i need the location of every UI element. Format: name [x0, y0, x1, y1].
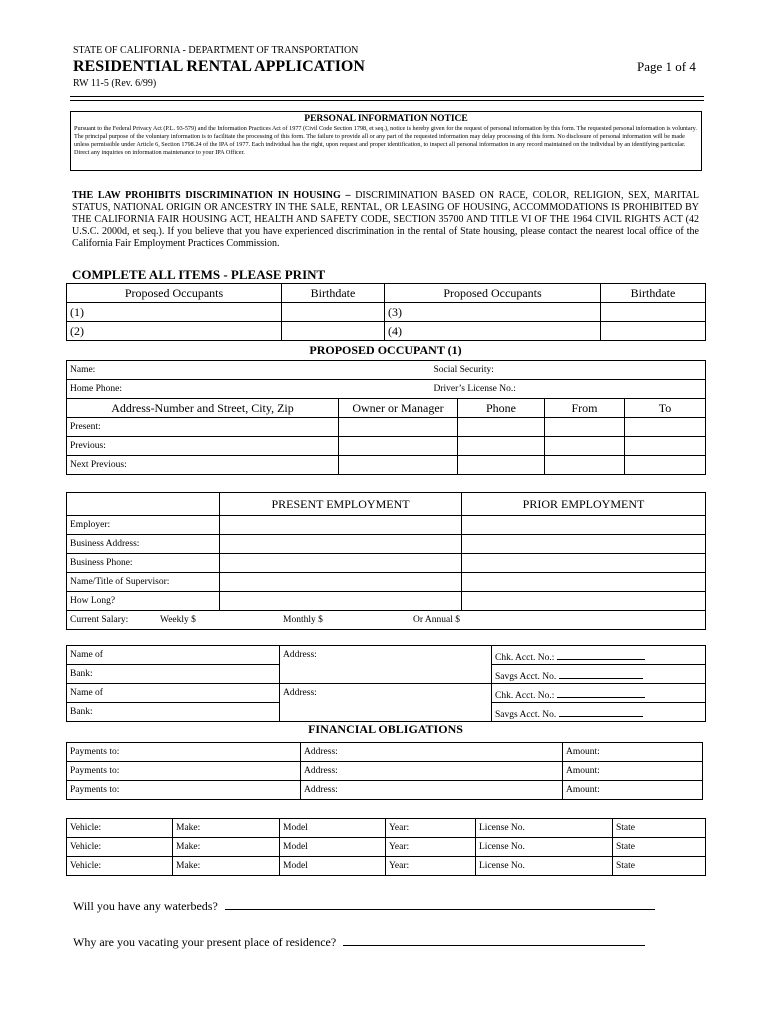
- present-phone-field[interactable]: [458, 418, 545, 437]
- model-field[interactable]: Model: [280, 857, 386, 876]
- address-table: [66, 398, 706, 475]
- to-header: To: [625, 399, 706, 418]
- birthdate-header-2: Birthdate: [601, 284, 706, 303]
- previous-from-field[interactable]: [545, 437, 625, 456]
- license-field[interactable]: Driver’s License No.:: [434, 380, 706, 399]
- occupant-field-2[interactable]: (2): [67, 322, 282, 341]
- present-employer-field[interactable]: [220, 516, 462, 535]
- notice-body: Pursuant to the Federal Privacy Act (P.L. 93-579) and the Information Practices Act of 1977 (Civil Code Section 1798, et seq.), notice is hereby given for the request of personal information by this form. The requested personal information is voluntary. The principal purpose of the voluntary information is to facilitate the processing of this form. The failure to provide all or any part of the requested information may delay processing of this form. No disclosure of personal information will be made unless permissible under Article 6, Section 1798.24 of the IPA of 1977. Each individual has the right, upon request and proper identification, to inspect all personal information in any record maintained on the individual by an identifying particular. Direct any inquiries on information maintenance to your IPA Officer.: [74, 125, 697, 156]
- payments-to-field[interactable]: Payments to:: [67, 762, 301, 781]
- bank2-savgs-line[interactable]: [559, 704, 643, 717]
- birthdate-field-4[interactable]: [601, 322, 706, 341]
- present-supervisor-field[interactable]: [220, 573, 462, 592]
- vehicle-field[interactable]: Vehicle:: [67, 819, 173, 838]
- bank2-address-field[interactable]: Address:: [280, 684, 492, 722]
- bank1-savgs-field[interactable]: [492, 665, 706, 684]
- next-previous-phone-field[interactable]: [458, 456, 545, 475]
- law-heading: THE LAW PROHIBITS DISCRIMINATION IN HOUSING –: [72, 190, 351, 201]
- occupants-table: [66, 283, 706, 341]
- model-field[interactable]: Model: [280, 838, 386, 857]
- bank2-chk-field[interactable]: [492, 684, 706, 703]
- present-address-field[interactable]: Present:: [67, 418, 339, 437]
- occupant-field-1[interactable]: (1): [67, 303, 282, 322]
- previous-owner-field[interactable]: [339, 437, 458, 456]
- next-previous-address-field[interactable]: Next Previous:: [67, 456, 339, 475]
- law-text: DISCRIMINATION BASED ON RACE, COLOR, RELIGION, SEX, MARITAL STATUS, NATIONAL ORIGIN OR ANCESTRY IN THE SALE, RENTAL, OR LEASING OF HOUSING, ACCOMMODATIONS IS PROHIBITED BY THE CALIFORNIA FAIR HOUSING ACT, HEALTH AND SAFETY CODE, SECTION 35700 AND TITLE VI OF THE 1964 CIVIL RIGHTS ACT (42 U.S.C. 2000d, et seq.). If you believe that you have experienced discrimination in the rental of State housing, please contact the nearest local office of the California Fair Employment Practices Commission.: [72, 190, 699, 249]
- state-field[interactable]: State: [613, 838, 706, 857]
- occupants-header: Proposed Occupants: [67, 284, 282, 303]
- form-number: RW 11-5 (Rev. 6/99): [73, 78, 157, 89]
- next-previous-owner-field[interactable]: [339, 456, 458, 475]
- complete-heading: COMPLETE ALL ITEMS - PLEASE PRINT: [72, 267, 326, 282]
- previous-to-field[interactable]: [625, 437, 706, 456]
- name-field[interactable]: Name:: [67, 361, 434, 380]
- prior-how-long-field[interactable]: [462, 592, 706, 611]
- year-field[interactable]: Year:: [386, 819, 476, 838]
- prior-employer-field[interactable]: [462, 516, 706, 535]
- prior-employment-header: PRIOR EMPLOYMENT: [462, 493, 706, 516]
- license-no-field[interactable]: License No.: [476, 819, 613, 838]
- vacating-answer-line[interactable]: [343, 933, 645, 946]
- phone-header: Phone: [458, 399, 545, 418]
- occupant1-info-table: [66, 360, 706, 399]
- bank1-savgs-label: Savgs Acct. No.: [495, 672, 557, 682]
- next-previous-from-field[interactable]: [545, 456, 625, 475]
- employer-label: Employer:: [67, 516, 220, 535]
- employment-table: [66, 492, 706, 630]
- department-name: STATE OF CALIFORNIA - DEPARTMENT OF TRANSPORTATION: [73, 45, 359, 56]
- owner-header: Owner or Manager: [339, 399, 458, 418]
- waterbeds-question: [73, 897, 655, 914]
- header-divider: [70, 96, 704, 101]
- bank2-bank-field[interactable]: Bank:: [67, 703, 280, 722]
- occupants-header-2: Proposed Occupants: [385, 284, 601, 303]
- present-owner-field[interactable]: [339, 418, 458, 437]
- annual-field[interactable]: Or Annual $: [413, 615, 460, 625]
- bank2-name-field[interactable]: Name of: [67, 684, 280, 703]
- form-title: RESIDENTIAL RENTAL APPLICATION: [73, 58, 365, 75]
- bank2-chk-line[interactable]: [557, 685, 645, 698]
- payment-address-field[interactable]: Address:: [301, 762, 563, 781]
- bank1-name-field[interactable]: Name of: [67, 646, 280, 665]
- salary-row: [67, 611, 706, 630]
- make-field[interactable]: Make:: [173, 838, 280, 857]
- make-field[interactable]: Make:: [173, 857, 280, 876]
- previous-address-field[interactable]: Previous:: [67, 437, 339, 456]
- business-address-label: Business Address:: [67, 535, 220, 554]
- next-previous-to-field[interactable]: [625, 456, 706, 475]
- year-field[interactable]: Year:: [386, 838, 476, 857]
- year-field[interactable]: Year:: [386, 857, 476, 876]
- monthly-field[interactable]: Monthly $: [283, 615, 323, 625]
- bank1-chk-line[interactable]: [557, 647, 645, 660]
- salary-label: Current Salary:: [70, 615, 129, 625]
- previous-phone-field[interactable]: [458, 437, 545, 456]
- bank1-address-field[interactable]: Address:: [280, 646, 492, 684]
- how-long-label: How Long?: [67, 592, 220, 611]
- bank1-savgs-line[interactable]: [559, 666, 643, 679]
- prior-business-phone-field[interactable]: [462, 554, 706, 573]
- prior-business-address-field[interactable]: [462, 535, 706, 554]
- occupant-field-4[interactable]: (4): [385, 322, 601, 341]
- occupant1-title: PROPOSED OCCUPANT (1): [309, 343, 462, 357]
- supervisor-label: Name/Title of Supervisor:: [67, 573, 220, 592]
- business-phone-label: Business Phone:: [67, 554, 220, 573]
- payment-address-field[interactable]: Address:: [301, 743, 563, 762]
- birthdate-field-1[interactable]: [282, 303, 385, 322]
- home-phone-field[interactable]: Home Phone:: [67, 380, 434, 399]
- notice-title: PERSONAL INFORMATION NOTICE: [304, 114, 468, 124]
- waterbeds-answer-line[interactable]: [225, 897, 655, 910]
- payment-address-field[interactable]: Address:: [301, 781, 563, 800]
- bank1-chk-field[interactable]: [492, 646, 706, 665]
- present-business-address-field[interactable]: [220, 535, 462, 554]
- page-indicator: Page 1 of 4: [637, 59, 696, 74]
- payments-to-field[interactable]: Payments to:: [67, 743, 301, 762]
- present-from-field[interactable]: [545, 418, 625, 437]
- occupant-field-3[interactable]: (3): [385, 303, 601, 322]
- payment-amount-field[interactable]: Amount:: [563, 781, 703, 800]
- financial-table: [66, 742, 703, 800]
- payment-amount-field[interactable]: Amount:: [563, 762, 703, 781]
- payment-amount-field[interactable]: Amount:: [563, 743, 703, 762]
- present-how-long-field[interactable]: [220, 592, 462, 611]
- prior-supervisor-field[interactable]: [462, 573, 706, 592]
- birthdate-field-3[interactable]: [601, 303, 706, 322]
- bank2-savgs-field[interactable]: [492, 703, 706, 722]
- birthdate-field-2[interactable]: [282, 322, 385, 341]
- bank2-chk-label: Chk. Acct. No.:: [495, 691, 555, 701]
- weekly-field[interactable]: Weekly $: [160, 615, 196, 625]
- address-header: Address-Number and Street, City, Zip: [67, 399, 339, 418]
- employment-corner: [67, 493, 220, 516]
- present-employment-header: PRESENT EMPLOYMENT: [220, 493, 462, 516]
- privacy-notice: [70, 111, 702, 171]
- state-field[interactable]: State: [613, 819, 706, 838]
- vacating-label: Why are you vacating your present place of residence?: [73, 935, 337, 949]
- make-field[interactable]: Make:: [173, 819, 280, 838]
- bank1-chk-label: Chk. Acct. No.:: [495, 653, 555, 663]
- state-field[interactable]: State: [613, 857, 706, 876]
- birthdate-header: Birthdate: [282, 284, 385, 303]
- payments-to-field[interactable]: Payments to:: [67, 781, 301, 800]
- present-to-field[interactable]: [625, 418, 706, 437]
- model-field[interactable]: Model: [280, 819, 386, 838]
- discrimination-statement: [72, 190, 699, 250]
- waterbeds-label: Will you have any waterbeds?: [73, 899, 218, 913]
- license-no-field[interactable]: License No.: [476, 838, 613, 857]
- financial-title: FINANCIAL OBLIGATIONS: [308, 722, 463, 736]
- ssn-field[interactable]: Social Security:: [434, 361, 706, 380]
- vehicle-field[interactable]: Vehicle:: [67, 838, 173, 857]
- bank-table: [66, 645, 706, 722]
- vacating-question: [73, 933, 645, 950]
- from-header: From: [545, 399, 625, 418]
- bank1-bank-field[interactable]: Bank:: [67, 665, 280, 684]
- license-no-field[interactable]: License No.: [476, 857, 613, 876]
- vehicle-table: [66, 818, 706, 876]
- bank2-savgs-label: Savgs Acct. No.: [495, 710, 557, 720]
- present-business-phone-field[interactable]: [220, 554, 462, 573]
- vehicle-field[interactable]: Vehicle:: [67, 857, 173, 876]
